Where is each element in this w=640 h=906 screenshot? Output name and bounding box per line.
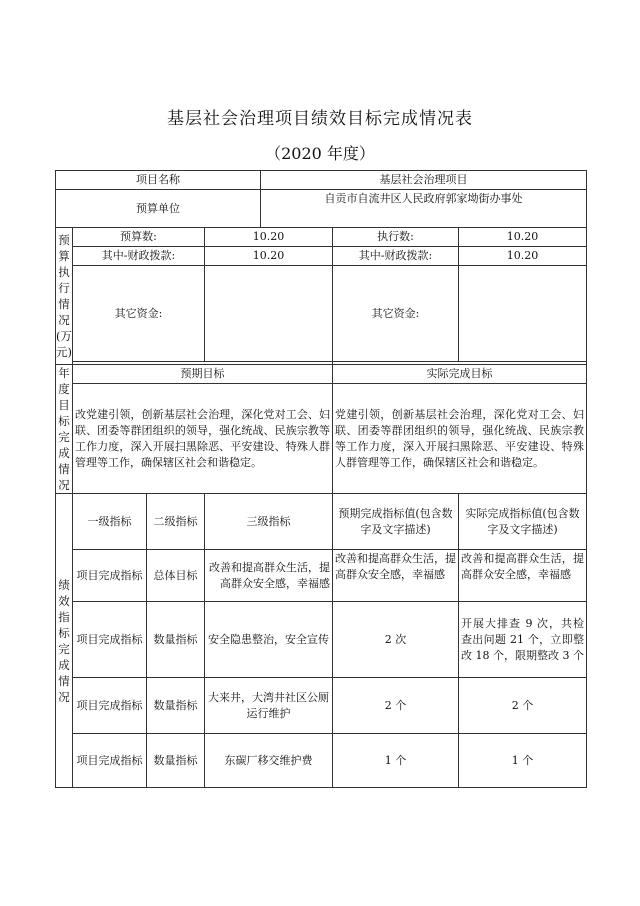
row-level2: 总体目标	[147, 550, 205, 602]
row-level2: 数量指标	[147, 678, 205, 734]
fiscal-budget-label: 其中-财政拨款:	[73, 247, 205, 266]
page-subtitle: （2020 年度）	[265, 144, 375, 163]
budget-unit-label: 预算单位	[56, 190, 261, 228]
project-name-row	[56, 171, 587, 190]
fiscal-budget-value: 10.20	[205, 247, 333, 266]
row-level3: 改善和提高群众生活，提高群众安全感，幸福感	[205, 550, 333, 602]
fiscal-exec-value: 10.20	[459, 247, 587, 266]
row-level1: 项目完成指标	[73, 550, 147, 602]
row-level2: 数量指标	[147, 602, 205, 678]
row-actual: 1 个	[459, 734, 587, 788]
row-level3: 东碳厂移交维护费	[205, 734, 333, 788]
execution-amount-value: 10.20	[459, 228, 587, 247]
annual-content-row	[56, 384, 587, 494]
fiscal-row	[56, 247, 587, 266]
row-level1: 项目完成指标	[73, 734, 147, 788]
table-row	[56, 734, 587, 788]
budget-unit-row	[56, 190, 587, 228]
row-level1: 项目完成指标	[73, 602, 147, 678]
performance-table	[55, 170, 587, 788]
other-funds-label: 其它资金:	[73, 266, 205, 362]
row-expected: 1 个	[333, 734, 459, 788]
row-actual: 开展大排查 9 次，共检查出问题 21 个，立即整改 18 个，限期整改 3 个	[459, 602, 587, 678]
fiscal-exec-label: 其中-财政拨款:	[333, 247, 459, 266]
row-level3: 安全隐患整治，安全宣传	[205, 602, 333, 678]
level2-header: 二级指标	[147, 494, 205, 550]
level1-header: 一级指标	[73, 494, 147, 550]
actual-goal-text: 党建引领，创新基层社会治理，深化党对工会、妇联、团委等群团组织的领导，强化统战、民族宗教等工作力度，深入开展扫黑除恶、平安建设、特殊人群管理等工作，确保辖区社会和谐稳定。	[333, 384, 587, 494]
expected-value-header: 预期完成指标值(包含数字及文字描述)	[333, 494, 459, 550]
budget-amount-row	[56, 228, 587, 247]
row-actual: 2 个	[459, 678, 587, 734]
row-expected: 2 次	[333, 602, 459, 678]
actual-value-header: 实际完成指标值(包含数字及文字描述)	[459, 494, 587, 550]
other-funds-row	[56, 266, 587, 362]
budget-unit-value: 自贡市自流井区人民政府郭家坳街办事处	[261, 190, 587, 228]
execution-amount-label: 执行数:	[333, 228, 459, 247]
other-funds-exec-label: 其它资金:	[333, 266, 459, 362]
other-funds-exec-value	[459, 266, 587, 362]
row-expected: 改善和提高群众生活，提高群众安全感，幸福感	[333, 550, 459, 602]
annual-goal-side-label: 年度目标完成情况	[56, 365, 73, 494]
budget-amount-value: 10.20	[205, 228, 333, 247]
budget-amount-label: 预算数:	[73, 228, 205, 247]
budget-execution-side-label: 预算执行情况(万元)	[56, 228, 73, 365]
row-level3: 大来井，大湾井社区公厕运行维护	[205, 678, 333, 734]
indicator-side-label: 绩效指标完成情况	[56, 494, 73, 788]
annual-header-row	[56, 365, 587, 384]
table-row	[56, 550, 587, 602]
indicator-header-row	[56, 494, 587, 550]
table-row	[56, 678, 587, 734]
row-level1: 项目完成指标	[73, 678, 147, 734]
level3-header: 三级指标	[205, 494, 333, 550]
row-level2: 数量指标	[147, 734, 205, 788]
row-actual: 改善和提高群众生活，提高群众安全感，幸福感	[459, 550, 587, 602]
expected-goal-text: 改党建引领，创新基层社会治理，深化党对工会、妇联、团委等群团组织的领导，强化统战、民族宗教等工作力度，深入开展扫黑除恶、平安建设、特殊人群管理等工作，确保辖区社会和谐稳定。	[73, 384, 333, 494]
table-row	[56, 602, 587, 678]
row-expected: 2 个	[333, 678, 459, 734]
actual-goal-header: 实际完成目标	[333, 365, 587, 384]
project-name-value: 基层社会治理项目	[261, 171, 587, 190]
project-name-label: 项目名称	[56, 171, 261, 190]
other-funds-budget-value	[205, 266, 333, 362]
expected-goal-header: 预期目标	[73, 365, 333, 384]
page-title: 基层社会治理项目绩效目标完成情况表	[167, 109, 473, 129]
